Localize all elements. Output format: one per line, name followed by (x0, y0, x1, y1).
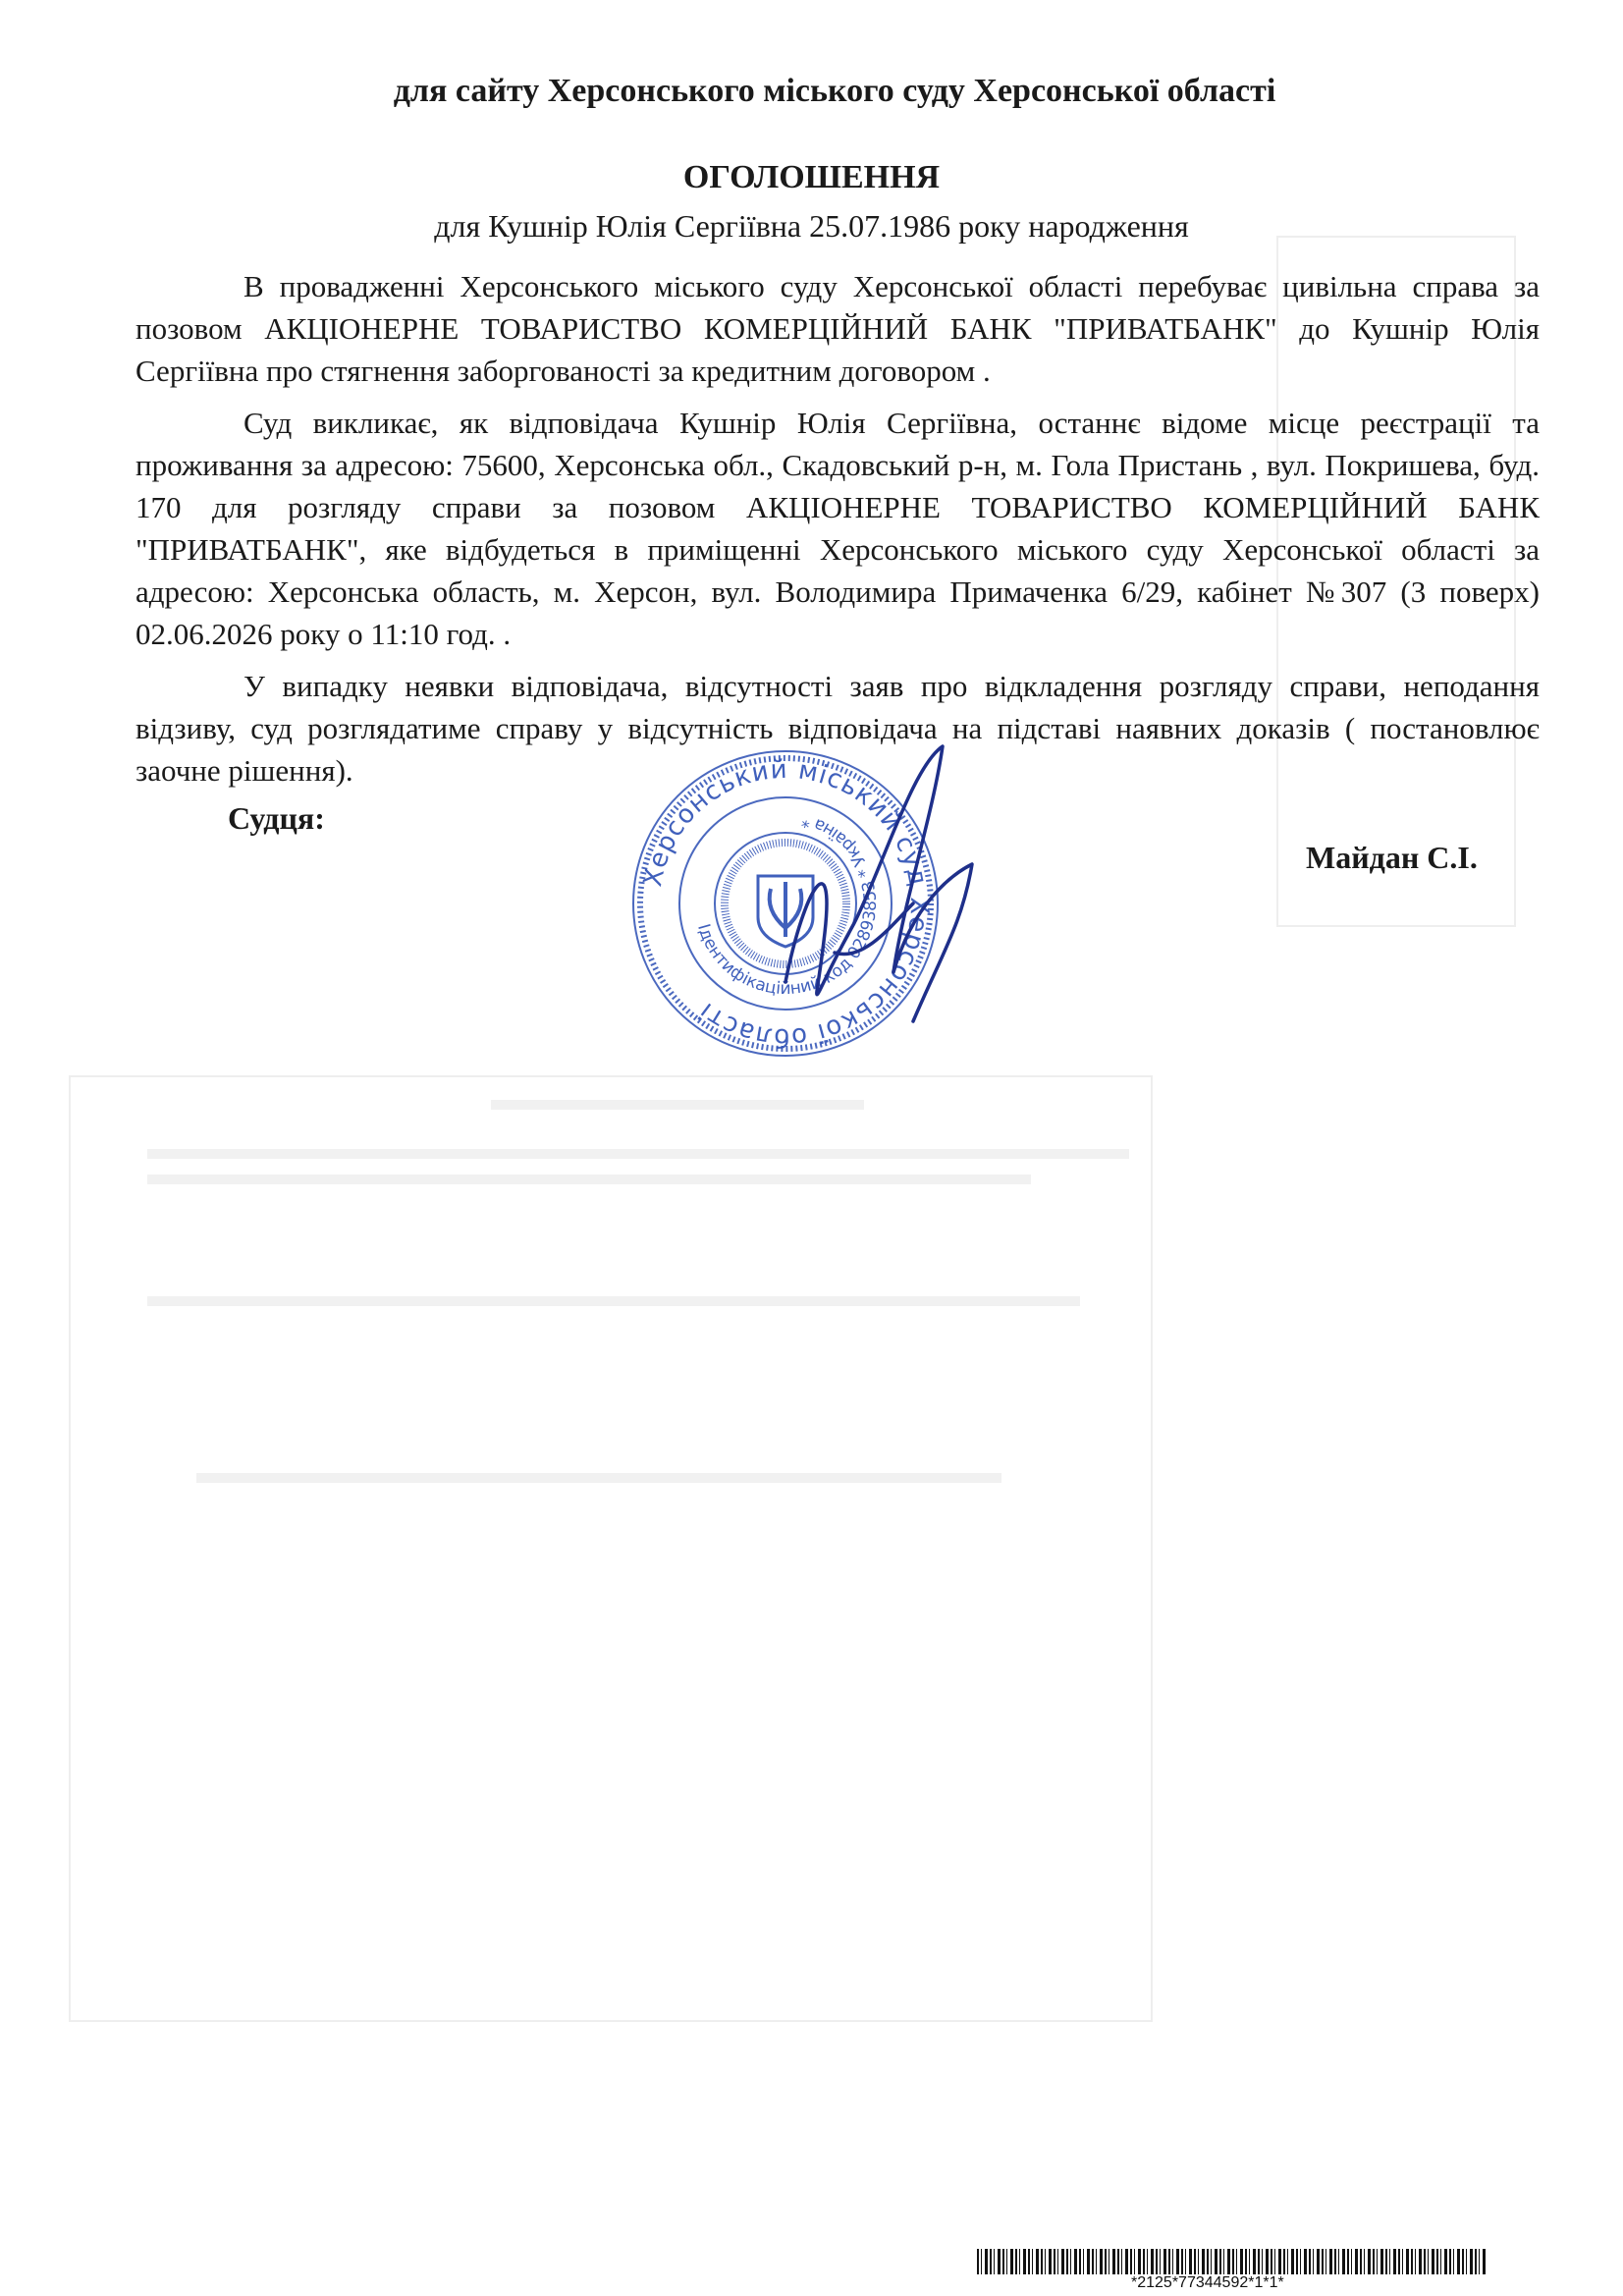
bleed-through-line (147, 1296, 1080, 1306)
seal-outer-text: Херсонський міський суд Херсонської області (638, 754, 935, 1053)
paragraph: Суд викликає, як відповідача Кушнір Юлія Сергіївна, останнє відоме місце реєстрації та проживання за адресою: 75600, Херсонська обл., Скадовський р-н, м. Гола Пристань , вул. Покришева, буд. 170 для розгляду справи за позовом АКЦІОНЕРНЕ ТОВАРИСТВО КОМЕРЦІЙНИЙ БАНК "ПРИВАТБАНК", яке відбудеться в приміщенні Херсонського міського суду Херсонської області за адресою: Херсонська область, м. Херсон, вул. Володимира Примаченка 6/29, кабінет №307 (3 поверх) 02.06.2026 року о 11:10 год. . (135, 406, 1540, 651)
barcode-number: *2125*77344592*1*1* (1131, 2274, 1284, 2291)
paragraph: У випадку неявки відповідача, відсутності заяв про відкладення розгляду справи, неподання відзиву, суд розглядатиме справу у відсутність відповідача на підставі наявних доказів ( постановлює заочне рішення). (135, 669, 1540, 788)
document-title: ОГОЛОШЕННЯ (682, 159, 941, 195)
judge-label: Судця: (228, 800, 325, 836)
bleed-through-line (147, 1149, 1129, 1159)
judge-signature (746, 727, 1021, 1051)
judge-name: Майдан С.І. (1306, 840, 1478, 875)
document-header: для сайту Херсонського міського суду Херсонської області (393, 73, 1276, 109)
bleed-through-line (491, 1100, 864, 1110)
barcode (977, 2249, 1488, 2274)
document-body (135, 265, 1540, 792)
bleed-through-line (147, 1175, 1031, 1184)
bleed-through-box (69, 1075, 1153, 2022)
document-subtitle: для Кушнір Юлія Сергіївна 25.07.1986 року народження (434, 208, 1189, 244)
seal-inner-text: Ідентифікаційний код 02893853 * Україна * (693, 809, 882, 1000)
paragraph: В провадженні Херсонського міського суду Херсонської області перебуває цивільна справа за позовом АКЦІОНЕРНЕ ТОВАРИСТВО КОМЕРЦІЙНИЙ БАНК "ПРИВАТБАНК" до Кушнір Юлія Сергіївна про стягнення заборгованості за кредитним договором . (135, 269, 1540, 388)
bleed-through-line (196, 1473, 1001, 1483)
